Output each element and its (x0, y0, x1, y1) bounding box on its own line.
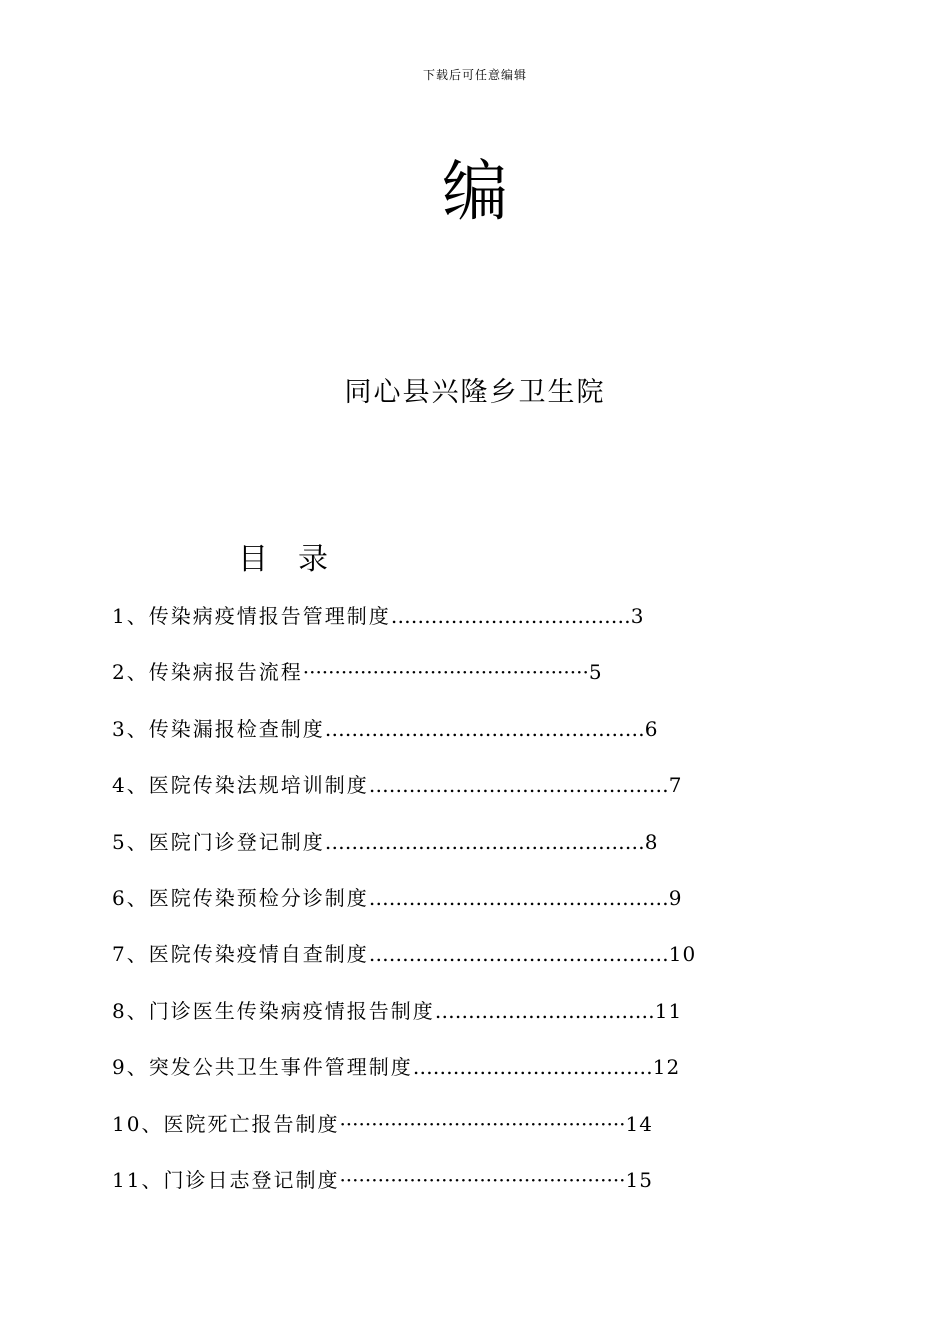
toc-item-number: 8、 (112, 998, 149, 1023)
toc-item[interactable] (112, 765, 692, 821)
toc-item-title: 医院死亡报告制度 (163, 1111, 340, 1136)
toc-item-number: 9、 (112, 1055, 149, 1080)
toc-item-title: 传染病报告流程 (148, 660, 303, 685)
toc-item-page: 6 (644, 716, 659, 741)
toc-item-page: 12 (652, 1055, 681, 1080)
toc-item-leader: ……………………………… (412, 1055, 653, 1080)
toc-item-page: 10 (668, 942, 697, 967)
toc-item[interactable] (112, 991, 692, 1047)
toc-item[interactable] (112, 822, 692, 878)
toc-item[interactable] (112, 934, 697, 990)
toc-item-number: 1、 (112, 604, 149, 628)
toc-item-title: 传染病疫情报告管理制度 (148, 604, 391, 628)
toc-item[interactable] (112, 878, 692, 934)
toc-item-page: 15 (625, 1167, 653, 1192)
toc-item-number: 7、 (112, 942, 149, 967)
toc-item-leader: ……………………………………… (368, 942, 669, 967)
toc-item-number: 3、 (112, 716, 149, 741)
toc-item-leader: ………………………………………… (324, 716, 645, 741)
toc-item-page: 8 (644, 829, 659, 854)
toc-item-page: 7 (668, 773, 683, 798)
table-of-contents (112, 596, 697, 1216)
organization-name: 同心县兴隆乡卫生院 (344, 377, 606, 408)
cover-character: 编 (442, 153, 508, 230)
toc-item-number: 6、 (112, 885, 149, 910)
toc-item[interactable] (112, 1047, 692, 1103)
toc-item[interactable] (112, 709, 692, 765)
toc-item[interactable] (112, 652, 692, 708)
toc-item-title: 门诊日志登记制度 (163, 1167, 340, 1192)
toc-item-number: 10、 (112, 1111, 164, 1136)
toc-item-page: 5 (588, 660, 603, 685)
toc-item-page: 14 (625, 1111, 653, 1136)
toc-item-number: 11、 (112, 1167, 164, 1192)
toc-item-leader: ············································· (339, 1167, 626, 1192)
toc-item[interactable] (112, 1160, 692, 1216)
toc-item[interactable] (112, 596, 692, 652)
toc-item-title: 传染漏报检查制度 (148, 716, 325, 741)
toc-item-page: 3 (630, 604, 645, 628)
toc-item-title: 医院传染预检分诊制度 (148, 885, 369, 910)
toc-item-title: 医院传染法规培训制度 (148, 773, 369, 798)
toc-item-leader: …………………………… (434, 998, 655, 1023)
toc-item-leader: ……………………………… (390, 604, 631, 628)
header-note: 下载后可任意编辑 (422, 68, 527, 82)
toc-item-number: 2、 (112, 660, 149, 685)
toc-item-title: 突发公共卫生事件管理制度 (148, 1055, 413, 1080)
toc-item-page: 11 (654, 998, 683, 1023)
toc-item-leader: ……………………………………… (368, 885, 669, 910)
toc-item-leader: ············································· (339, 1111, 626, 1136)
toc-item-number: 4、 (112, 773, 149, 798)
toc-item-title: 医院门诊登记制度 (148, 829, 325, 854)
toc-title: 目 录 (238, 542, 328, 577)
toc-item-title: 医院传染疫情自查制度 (148, 942, 369, 967)
toc-item-leader: ……………………………………… (368, 773, 669, 798)
toc-item[interactable] (112, 1104, 692, 1160)
toc-item-title: 门诊医生传染病疫情报告制度 (148, 998, 435, 1023)
toc-item-number: 5、 (112, 829, 149, 854)
toc-item-leader: ············································· (302, 660, 589, 685)
toc-item-leader: ………………………………………… (324, 829, 645, 854)
toc-item-page: 9 (668, 885, 683, 910)
